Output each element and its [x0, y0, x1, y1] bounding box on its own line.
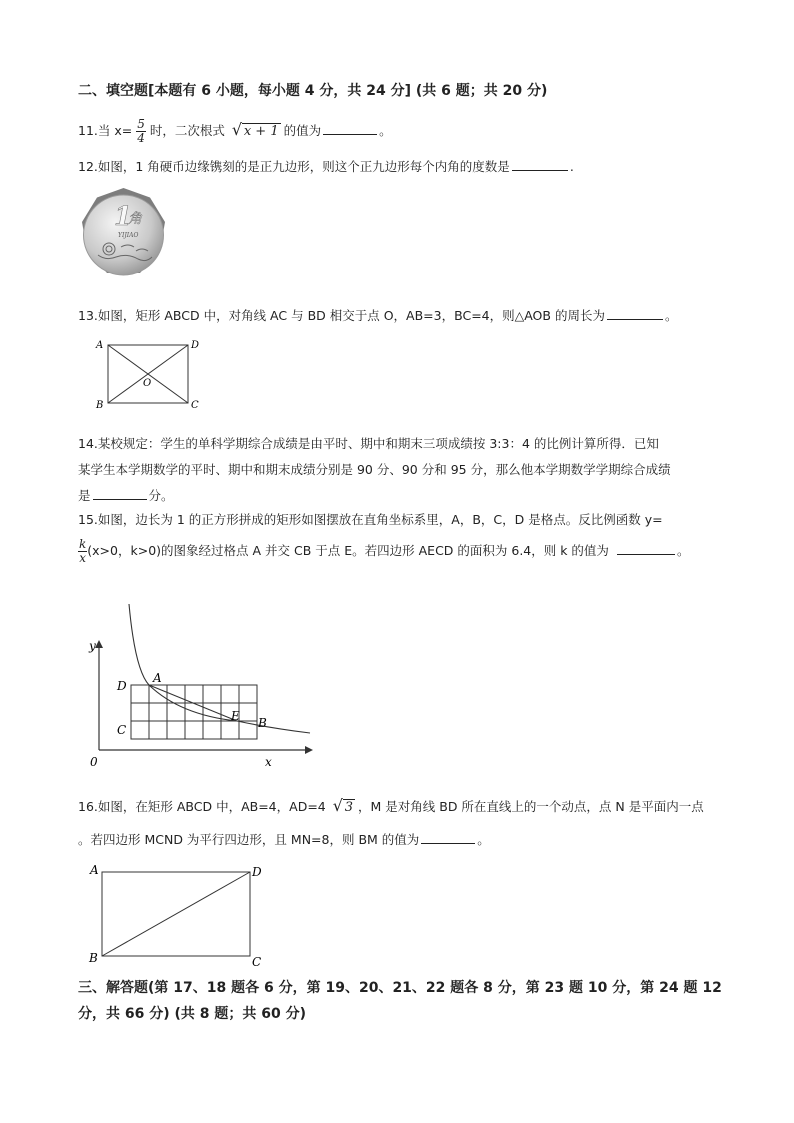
q11-sqrt: √ x + 1 [231, 120, 279, 139]
diagonal-bd [102, 872, 250, 956]
q15-label-a: A [153, 671, 162, 685]
section-2-heading: 二、填空题[本题有 6 小题，每小题 4 分，共 24 分] (共 6 题；共 20 分) [78, 83, 548, 99]
q15-label-b: B [258, 716, 267, 730]
q11-middle: 时，二次根式 [149, 123, 225, 138]
q16-answer-blank[interactable] [421, 831, 475, 844]
q15-label-e: E [231, 709, 240, 723]
q12-answer-blank[interactable] [512, 158, 568, 171]
q13-label-c: C [191, 400, 199, 411]
question-15-line-1: 15.如图，边长为 1 的正方形拼成的矩形如图摆放在直角坐标系里，A，B，C，D 是格点。反比例函数 y= [78, 512, 663, 527]
question-16-line-2: 。若四边形 MCND 为平行四边形，且 MN=8，则 BM 的值为 。 [78, 832, 490, 847]
question-16-line-1: 16.如图，在矩形 ABCD 中，AB=4，AD=4 √ 3 ，M 是对角线 BD 所在直线上的一个动点，点 N 是平面内一点 [78, 796, 704, 815]
q15-label-origin: 0 [90, 755, 98, 769]
question-11: 11.当 x= $\frac{5}{4}$ 时，二次根式 √ x + 1 的值为 。 [78, 117, 392, 145]
question-12: 12.如图，1 角硬币边缘镌刻的是正九边形，则这个正九边形每个内角的度数是 . [78, 159, 574, 174]
question-13: 13.如图，矩形 ABCD 中，对角线 AC 与 BD 相交于点 O，AB=3，BC=4，则△AOB 的周长为 。 [78, 308, 678, 323]
q16-label-a: A [90, 863, 99, 877]
q13-label-b: B [96, 400, 104, 411]
q16-label-b: B [89, 951, 98, 965]
section-3-heading-line-2: 分，共 66 分) (共 8 题；共 60 分) [78, 1006, 307, 1022]
q15-label-y: y [89, 639, 96, 653]
q11-suffix: 的值为 [283, 123, 322, 138]
q16-rectangle-figure [86, 858, 271, 970]
section-3-heading-line-1: 三、解答题(第 17、18 题各 6 分，第 19、20、21、22 题各 8 分，第 23 题 10 分，第 24 题 12 [78, 980, 722, 996]
q15-label-d: D [117, 679, 127, 693]
q11-prefix: 11.当 x= [78, 123, 133, 138]
q12-text: 12.如图，1 角硬币边缘镌刻的是正九边形，则这个正九边形每个内角的度数是 [78, 159, 510, 174]
q16-label-c: C [252, 955, 262, 969]
q13-text: 13.如图，矩形 ABCD 中，对角线 AC 与 BD 相交于点 O，AB=3，BC=4，则△AOB 的周长为 [78, 308, 605, 323]
q11-answer-blank[interactable] [323, 122, 377, 135]
question-14-line-2: 某学生本学期数学的平时、期中和期末成绩分别是 90 分、90 分和 95 分，那么他本学期数学学期综合成绩 [78, 462, 671, 477]
question-14-line-3: 是 分。 [78, 488, 174, 503]
question-14-line-1: 14.某校规定：学生的单科学期综合成绩是由平时、期中和期末三项成绩按 3:3：4 的比例计算所得．已知 [78, 436, 659, 451]
coin-unit: 角 [128, 211, 142, 227]
q13-label-o: O [143, 378, 152, 389]
coin-image [76, 185, 171, 288]
question-15-line-2: $\frac{k}{x}$ (x>0，k>0)的图象经过格点 A 并交 CB 于点 E。若四边形 AECD 的面积为 6.4，则 k 的值为 。 [79, 537, 690, 565]
q11-fraction: $\frac{5}{4}$ [137, 117, 145, 145]
q13-label-a: A [96, 340, 104, 351]
q15-label-c: C [117, 723, 127, 737]
q15-label-x: x [265, 755, 272, 769]
q14-answer-blank[interactable] [93, 487, 147, 500]
q15-answer-blank[interactable] [617, 542, 675, 555]
q15-fraction: $\frac{k}{x}$ [79, 537, 87, 565]
q16-label-d: D [252, 865, 262, 879]
q13-label-d: D [191, 340, 200, 351]
q16-sqrt: √ 3 [332, 796, 354, 815]
q15-coordinate-figure [85, 600, 315, 775]
coin-pinyin: YIJIAO [118, 232, 139, 239]
q13-answer-blank[interactable] [607, 307, 663, 320]
coin-denomination: 1 [114, 202, 133, 232]
q13-rectangle-figure [92, 335, 207, 415]
